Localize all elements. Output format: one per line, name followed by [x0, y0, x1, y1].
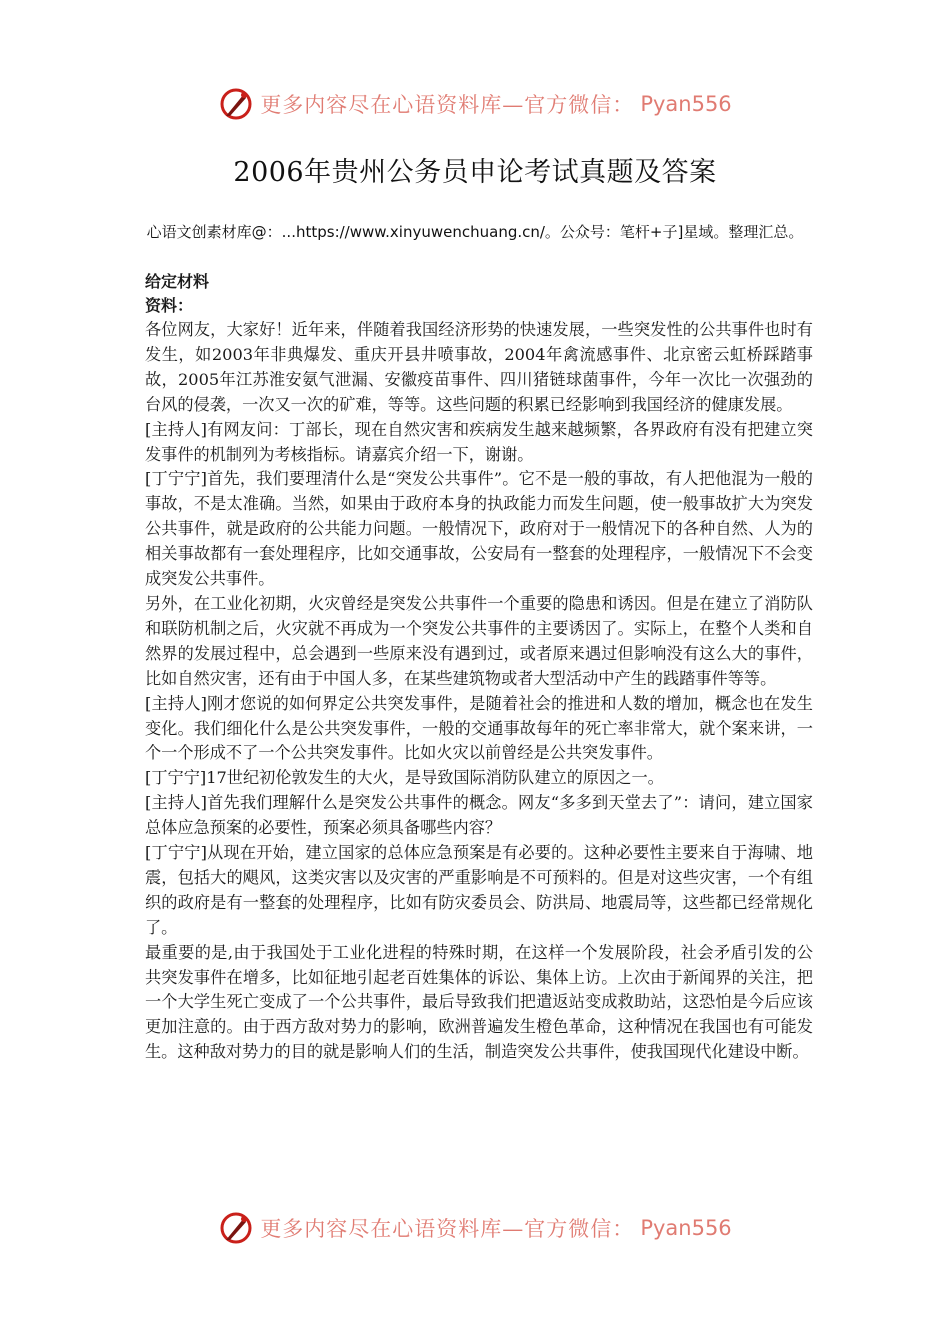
paragraph: 最重要的是,由于我国处于工业化进程的特殊时期，在这样一个发展阶段，社会矛盾引发的公共突发事件在增多，比如征地引起老百姓集体的诉讼、集体上访。上次由于新闻界的关注，把一个大学生死亡变成了一个公共事件，最后导致我们把遣返站变成救助站，这恐怕是今后应该更加注意的。由于西方敌对势力的影响，欧洲普遍发生橙色革命，这种情况在我国也有可能发生。这种敌对势力的目的就是影响人们的生活，制造突发公共事件，使我国现代化建设中断。: [145, 942, 813, 1062]
heading-given-material: 给定材料: [145, 272, 210, 291]
paragraph: [主持人]首先我们理解什么是突发公共事件的概念。网友“多多到天堂去了”：请问，建立国家总体应急预案的必要性，预案必须具备哪些内容？: [145, 793, 813, 838]
paragraph: [丁宁宁]从现在开始，建立国家的总体应急预案是有必要的。这种必要性主要来自于海啸、地震，包括大的飓风，这类灾害以及灾害的严重影响是不可预料的。但是对这些灾害，一个有组织的政府是有一整套的处理程序，比如有防灾委员会、防洪局、地震局等，这些都已经常规化了。: [145, 843, 813, 937]
document-title: 2006年贵州公务员申论考试真题及答案: [233, 157, 717, 188]
quill-pen-circle-icon: [218, 1210, 254, 1246]
paragraph: [主持人]有网友问：丁部长，现在自然灾害和疾病发生越来越频繁，各界政府有没有把建立突发事件的机制列为考核指标。请嘉宾介绍一下，谢谢。: [145, 419, 813, 464]
banner-wechat: Pyan556: [640, 92, 732, 116]
paragraph: [主持人]刚才您说的如何界定公共突发事件，是随着社会的推进和人数的增加，概念也在发生变化。我们细化什么是公共突发事件，一般的交通事故每年的死亡率非常大，就个案来讲，一个一个形成不了一个公共突发事件。比如火灾以前曾经是公共突发事件。: [145, 693, 813, 763]
banner-text: 更多内容尽在心语资料库—官方微信：: [260, 1217, 635, 1241]
header-banner: [0, 84, 950, 124]
source-line: 心语文创素材库@：...https://www.xinyuwenchuang.cn/。公众号：笔杆+子]星域。整理汇总。: [146, 223, 804, 241]
banner-text: 更多内容尽在心语资料库—官方微信：: [260, 93, 635, 117]
paragraph: [丁宁宁]17世纪初伦敦发生的大火，是导致国际消防队建立的原因之一。: [145, 768, 664, 788]
paragraph: 另外，在工业化初期，火灾曾经是突发公共事件一个重要的隐患和诱因。但是在建立了消防队和联防机制之后，火灾就不再成为一个突发公共事件的主要诱因了。实际上，在整个人类和自然界的发展过程中，总会遇到一些原来没有遇到过，或者原来遇过但影响没有这么大的事件，比如自然灾害，还有由于中国人多，在某些建筑物或者大型活动中产生的践踏事件等等。: [145, 593, 813, 688]
heading-material: 资料：: [145, 296, 194, 315]
banner-wechat: Pyan556: [640, 1216, 732, 1240]
document-body: [145, 270, 813, 1065]
paragraph: 各位网友，大家好！近年来，伴随着我国经济形势的快速发展，一些突发性的公共事件也时有发生，如2003年非典爆发、重庆开县井喷事故，2004年禽流感事件、北京密云虹桥踩踏事故，2005年江苏淮安氨气泄漏、安徽疫苗事件、四川猪链球菌事件，今年一次比一次强劲的台风的侵袭，一次又一次的矿难，等等。这些问题的积累已经影响到我国经济的健康发展。: [145, 320, 813, 414]
footer-banner: [0, 1208, 950, 1248]
quill-pen-circle-icon: [218, 86, 254, 122]
paragraph: [丁宁宁]首先，我们要理清什么是“突发公共事件”。它不是一般的事故，有人把他混为一般的事故，不是太准确。当然，如果由于政府本身的执政能力而发生问题，使一般事故扩大为突发公共事件，就是政府的公共能力问题。一般情况下，政府对于一般情况下的各种自然、人为的相关事故都有一套处理程序，比如交通事故，公安局有一整套的处理程序，一般情况下不会变成突发公共事件。: [145, 469, 813, 589]
